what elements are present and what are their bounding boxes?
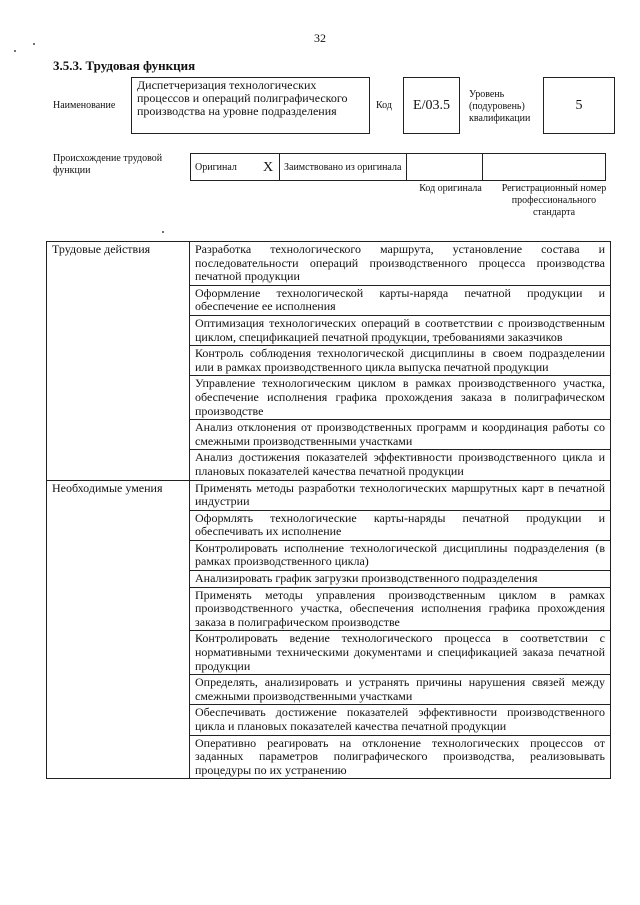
item-text: Контроль соблюдения технологической дисциплины в своем подразделении или в рамках производственного цикла выпуска печатной продукции: [190, 346, 611, 376]
original-mark-cell: [257, 154, 280, 181]
origin-label: Происхождение трудовой функции: [53, 153, 163, 176]
item-text: Оперативно реагировать на отклонение технологических процессов от заданных параметров полиграфического производства, реализовывать процедуры по их устранению: [190, 735, 611, 779]
item-text: Определять, анализировать и устранять причины нарушения связей между смежными производственными участками: [190, 675, 611, 705]
item-text: Оформлять технологические карты-наряды печатной продукции и обеспечивать их исполнение: [190, 510, 611, 540]
section-title: 3.5.3. Трудовая функция: [53, 58, 196, 73]
item-text: Обеспечивать достижение показателей эффективности производственного цикла и плановых показателей качества печатной продукции: [190, 705, 611, 735]
function-name: Диспетчеризация технологических процессов и операций полиграфического производства на уровне подразделения: [137, 78, 348, 118]
original-label: Оригинал: [195, 161, 237, 173]
original-cell: [191, 154, 258, 181]
original-mark: X: [262, 159, 274, 175]
origin-table: [190, 153, 606, 181]
table-row: [47, 480, 611, 510]
item-text: Разработка технологического маршрута, установление состава и последовательности операций производственного процесса производства печатной продукции: [190, 242, 611, 286]
borrowed-label: Заимствовано из оригинала: [284, 161, 402, 173]
item-text: Контролировать ведение технологического процесса в соответствии с нормативными техническими документами и спецификацией заказа печатной продукции: [190, 631, 611, 675]
function-name-box: [131, 77, 370, 134]
level-box: [543, 77, 615, 134]
main-table: [46, 241, 611, 779]
item-text: Анализ достижения показателей эффективности производственного цикла и плановых показателей качества печатной продукции: [190, 450, 611, 480]
page-number: 32: [314, 31, 326, 45]
item-text: Оформление технологической карты-наряда печатной продукции и обеспечение ее исполнения: [190, 285, 611, 315]
item-text: Применять методы управления производственным циклом в рамках производственного участка, обеспечения исполнения графика прохождения заказа в полиграфическом производстве: [190, 587, 611, 631]
name-label: Наименование: [53, 100, 116, 111]
item-text: Управление технологическим циклом в рамках производственного участка, обеспечение исполнения графика прохождения заказа в полиграфическом производстве: [190, 376, 611, 420]
item-text: Анализировать график загрузки производственного подразделения: [190, 571, 611, 588]
item-text: Анализ отклонения от производственных программ и координация работы со смежными производственными участками: [190, 420, 611, 450]
scan-speck: [162, 231, 164, 233]
code-original-caption: Код оригинала: [419, 183, 482, 194]
table-row: [47, 242, 611, 286]
borrowed-cell: [280, 154, 407, 181]
code-label: Код: [376, 100, 392, 111]
category-cell: Трудовые действия: [47, 242, 190, 481]
code-box: [403, 77, 460, 134]
item-text: Применять методы разработки технологических маршрутных карт в печатной индустрии: [190, 480, 611, 510]
scan-speck: [33, 43, 35, 45]
category-cell: Необходимые умения: [47, 480, 190, 779]
item-text: Оптимизация технологических операций в соответствии с производственным циклом, спецификацией печатной продукции, требованиями заказчиков: [190, 315, 611, 345]
scan-speck: [14, 50, 16, 52]
reg-number-caption: Регистрационный номер профессионального стандарта: [501, 183, 607, 218]
level-value: 5: [575, 97, 583, 113]
code-value: E/03.5: [413, 97, 450, 113]
item-text: Контролировать исполнение технологической дисциплины подразделения (в рамках производственного цикла): [190, 540, 611, 570]
code-original-cell: [407, 154, 483, 181]
level-label: Уровень (подуровень) квалификации: [469, 89, 531, 124]
reg-number-cell: [483, 154, 606, 181]
